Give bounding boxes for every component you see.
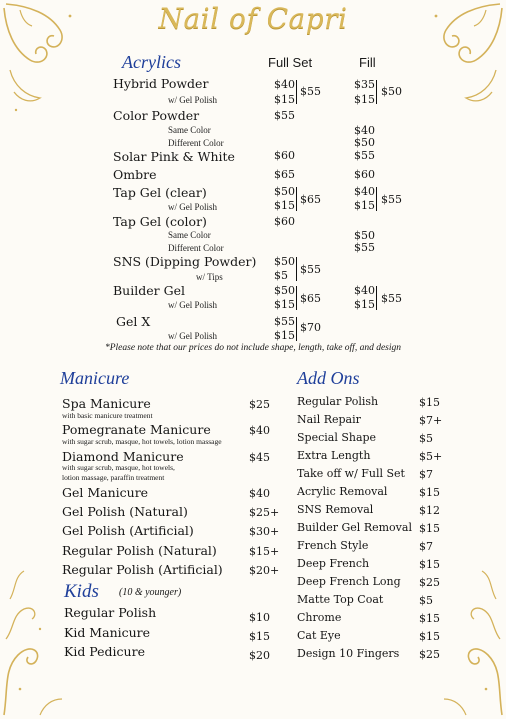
acrylic-item-name: Tap Gel (clear) [113, 185, 207, 200]
acrylic-item-name: Color Powder [113, 108, 200, 123]
acrylic-full-price: $40 [274, 78, 295, 91]
bracket-divider [296, 80, 297, 104]
acrylic-item-name: Gel X [116, 314, 151, 329]
acrylic-full-price: $60 [274, 215, 295, 228]
acrylic-fill-price: $55 [354, 149, 375, 162]
salon-logo: Nail of Capri [158, 2, 348, 35]
acrylic-fill-price: $40 [354, 284, 375, 297]
addon-item-price: $25 [419, 576, 440, 589]
addon-item-price: $15 [419, 630, 440, 643]
acrylic-fill-sub-price: $40 [354, 124, 375, 137]
addon-item-price: $12 [419, 504, 440, 517]
acrylic-full-price: $60 [274, 149, 295, 162]
manicure-item-price: $20+ [249, 564, 280, 577]
addon-item-name: Special Shape [297, 431, 377, 444]
acrylic-item-name: Ombre [113, 167, 157, 182]
addon-item-name: Cat Eye [297, 629, 341, 642]
acrylic-fill-price: $35 [354, 78, 375, 91]
addon-item-name: Matte Top Coat [297, 593, 384, 606]
bracket-divider [296, 286, 297, 310]
manicure-item-name: Regular Polish (Artificial) [62, 562, 223, 577]
acrylic-full-price: $50 [274, 255, 295, 268]
manicure-title: Manicure [60, 368, 130, 388]
acrylic-item-name: SNS (Dipping Powder) [113, 254, 257, 269]
addon-item-name: SNS Removal [297, 503, 374, 516]
acrylic-full-total: $65 [300, 292, 321, 305]
acrylic-item-name: Tap Gel (color) [113, 214, 207, 229]
manicure-item-name: Gel Manicure [62, 485, 149, 500]
acrylic-fill-sub-price: $50 [354, 136, 375, 149]
acrylic-item-name: Builder Gel [113, 283, 185, 298]
addon-item-name: Deep French Long [297, 575, 401, 588]
acrylic-full-price: $65 [274, 168, 295, 181]
acrylic-full-total: $70 [300, 321, 321, 334]
addon-item-name: Take off w/ Full Set [297, 467, 405, 480]
manicure-item-price: $25+ [249, 506, 280, 519]
kids-age-note: (10 & younger) [119, 587, 182, 598]
addon-item-name: Design 10 Fingers [297, 647, 400, 660]
addon-item-name: Acrylic Removal [297, 485, 388, 498]
kids-item-name: Regular Polish [64, 605, 157, 620]
acrylic-sub-label: w/ Gel Polish [168, 202, 218, 212]
manicure-item-name: Regular Polish (Natural) [62, 543, 217, 558]
acrylic-sub-label: Same Color [168, 125, 211, 135]
manicure-item-desc: lotion massage, paraffin treatment [62, 473, 165, 482]
addon-item-price: $15 [419, 612, 440, 625]
addon-item-price: $15 [419, 486, 440, 499]
acrylic-full-sub-price: $15 [274, 329, 295, 342]
acrylic-full-total: $55 [300, 263, 321, 276]
bracket-divider [376, 286, 377, 310]
manicure-item-price: $40 [249, 424, 270, 437]
acrylics-title: Acrylics [122, 52, 181, 72]
acrylic-fill-sub-price: $15 [354, 199, 375, 212]
addon-item-price: $5+ [419, 450, 443, 463]
acrylic-item-name: Hybrid Powder [113, 76, 209, 91]
manicure-item-name: Diamond Manicure [62, 449, 184, 464]
addon-item-price: $25 [419, 648, 440, 661]
kids-item-name: Kid Pedicure [64, 644, 145, 659]
acrylic-full-price: $55 [274, 315, 295, 328]
addon-item-price: $5 [419, 594, 433, 607]
bracket-divider [376, 187, 377, 211]
manicure-item-name: Pomegranate Manicure [62, 422, 211, 437]
acrylic-full-total: $65 [300, 193, 321, 206]
acrylic-full-price: $50 [274, 284, 295, 297]
addon-item-price: $5 [419, 432, 433, 445]
acrylic-sub-label: Different Color [168, 243, 224, 253]
addon-item-price: $15 [419, 558, 440, 571]
acrylic-full-sub-price: $15 [274, 298, 295, 311]
acrylic-fill-price: $60 [354, 168, 375, 181]
manicure-item-desc: with sugar scrub, masque, hot towels, lotion massage [62, 437, 222, 446]
manicure-item-desc: with sugar scrub, masque, hot towels, [62, 463, 175, 472]
acrylic-full-sub-price: $5 [274, 269, 288, 282]
price-disclaimer: *Please note that our prices do not include shape, length, take off, and design [104, 343, 402, 353]
acrylic-fill-sub-price: $15 [354, 93, 375, 106]
manicure-item-price: $15+ [249, 545, 280, 558]
acrylic-full-price: $55 [274, 109, 295, 122]
acrylic-fill-sub-price: $55 [354, 241, 375, 254]
acrylic-item-name: Solar Pink & White [113, 149, 235, 164]
manicure-item-name: Gel Polish (Natural) [62, 504, 188, 519]
addon-item-price: $7+ [419, 414, 443, 427]
addon-item-price: $7 [419, 540, 433, 553]
manicure-item-price: $25 [249, 398, 270, 411]
manicure-item-desc: with basic manicure treatment [62, 411, 153, 420]
bracket-divider [296, 317, 297, 341]
acrylic-fill-total: $55 [381, 292, 402, 305]
acrylic-fill-sub-price: $50 [354, 229, 375, 242]
full-set-header: Full Set [268, 55, 313, 70]
bracket-divider [296, 257, 297, 281]
acrylic-full-total: $55 [300, 85, 321, 98]
manicure-item-name: Gel Polish (Artificial) [62, 523, 194, 538]
acrylic-sub-label: Different Color [168, 138, 224, 148]
bracket-divider [296, 187, 297, 211]
addon-item-price: $15 [419, 396, 440, 409]
addon-item-name: Deep French [297, 557, 370, 570]
acrylic-full-sub-price: $15 [274, 93, 295, 106]
manicure-item-price: $40 [249, 487, 270, 500]
acrylic-sub-label: Same Color [168, 230, 211, 240]
manicure-item-name: Spa Manicure [62, 396, 151, 411]
kids-item-price: $10 [249, 611, 270, 624]
addon-item-name: Regular Polish [297, 395, 379, 408]
acrylic-sub-label: w/ Gel Polish [168, 95, 218, 105]
acrylic-sub-label: w/ Gel Polish [168, 331, 218, 341]
addons-title: Add Ons [297, 368, 360, 388]
manicure-item-price: $30+ [249, 525, 280, 538]
addon-item-price: $7 [419, 468, 433, 481]
acrylic-sub-label: w/ Gel Polish [168, 300, 218, 310]
acrylic-fill-total: $55 [381, 193, 402, 206]
bracket-divider [376, 80, 377, 104]
addon-item-name: Builder Gel Removal [297, 521, 412, 534]
acrylic-fill-price: $40 [354, 185, 375, 198]
kids-title: Kids [64, 581, 99, 602]
addon-item-name: Chrome [297, 611, 342, 624]
kids-item-price: $15 [249, 630, 270, 643]
addon-item-name: French Style [297, 539, 369, 552]
kids-item-price: $20 [249, 649, 270, 662]
acrylic-fill-total: $50 [381, 85, 402, 98]
acrylic-fill-sub-price: $15 [354, 298, 375, 311]
addon-item-name: Nail Repair [297, 413, 361, 426]
manicure-item-price: $45 [249, 451, 270, 464]
acrylic-full-price: $50 [274, 185, 295, 198]
acrylic-sub-label: w/ Tips [196, 272, 223, 282]
addon-item-price: $15 [419, 522, 440, 535]
kids-item-name: Kid Manicure [64, 625, 151, 640]
fill-header: Fill [359, 55, 376, 70]
addon-item-name: Extra Length [297, 449, 371, 462]
acrylic-full-sub-price: $15 [274, 199, 295, 212]
